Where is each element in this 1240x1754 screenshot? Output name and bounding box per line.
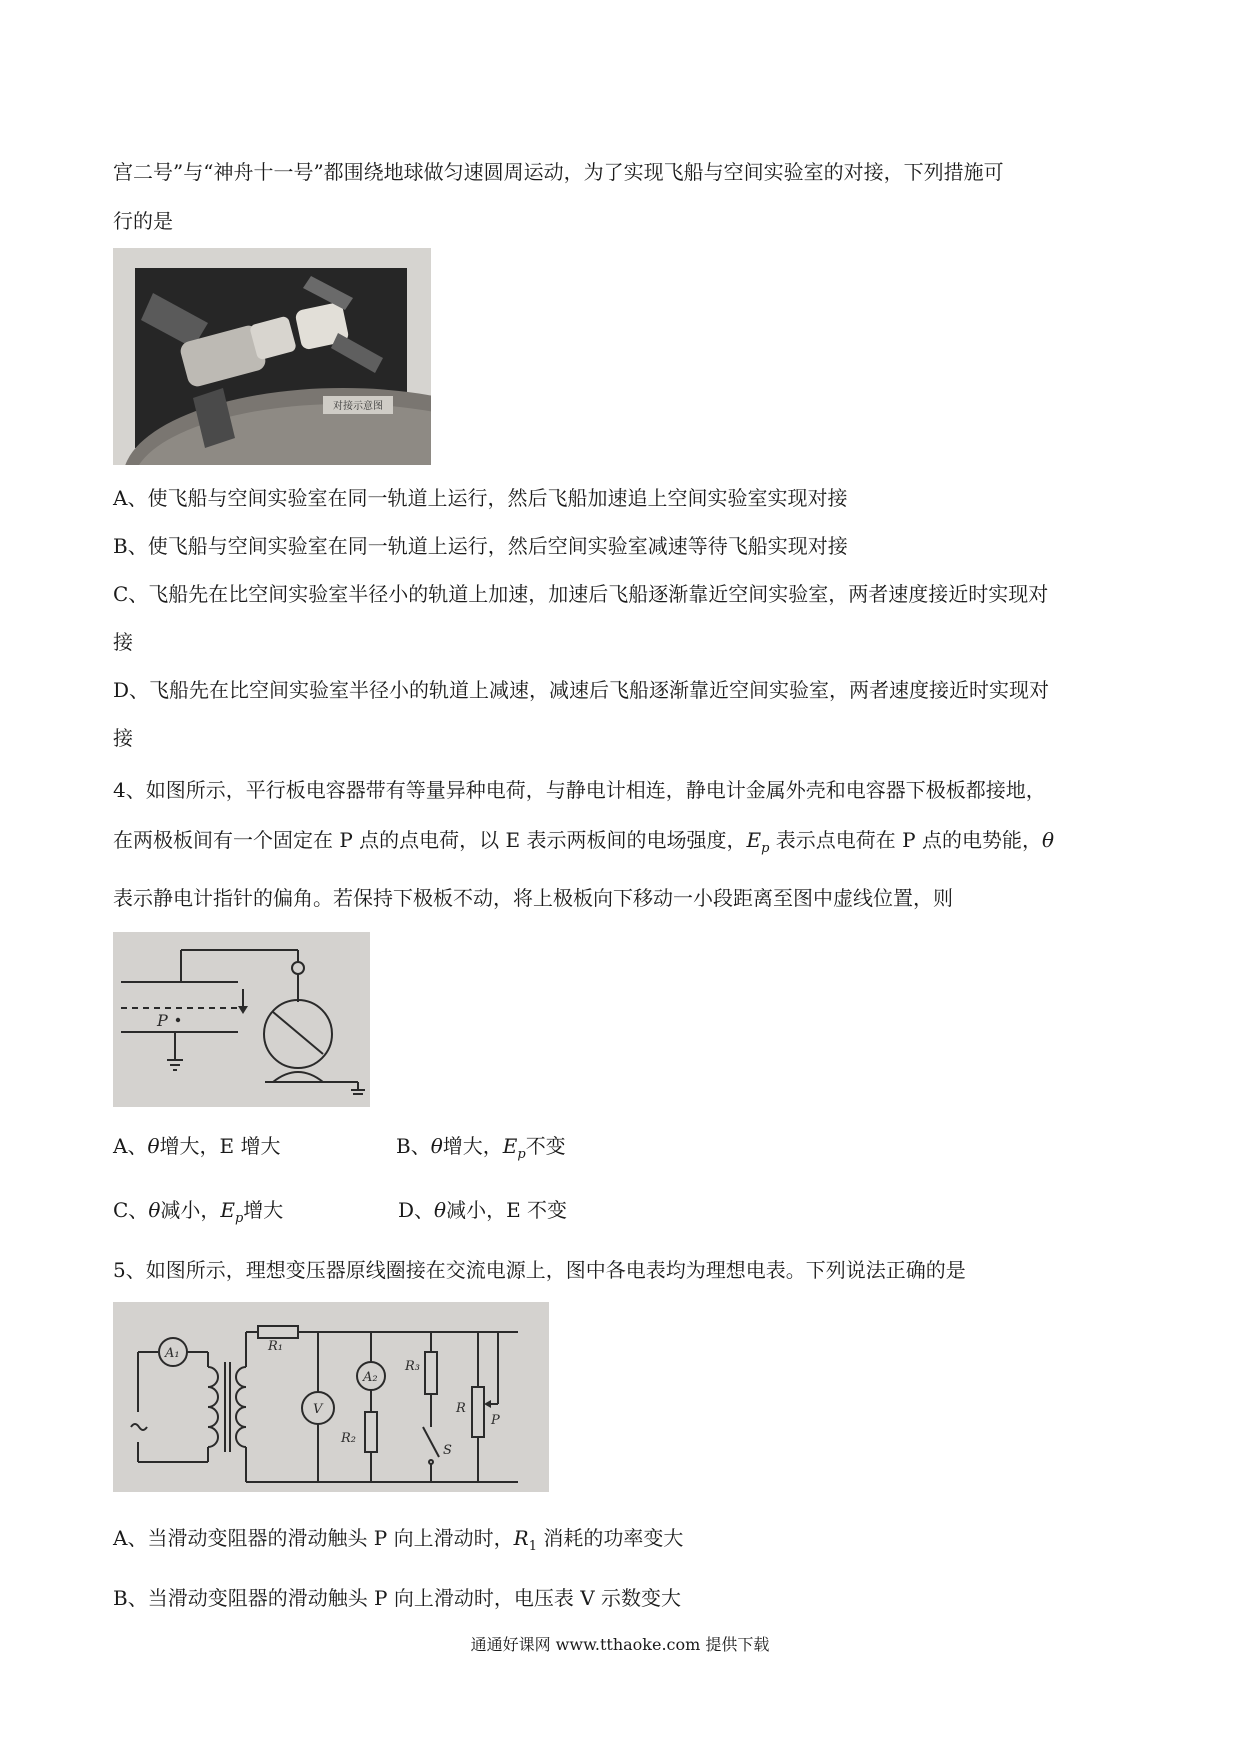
- page-footer: 通通好课网 www.tthaoke.com 提供下载: [470, 1635, 770, 1654]
- q5-option-a: A、当滑动变阻器的滑动触头 P 向上滑动时，$R_1$ 消耗的功率变大: [113, 1526, 684, 1554]
- q4-option-b: B、θ增大，$E_p$不变: [396, 1134, 566, 1162]
- docking-photo-illustration: [113, 248, 431, 465]
- q4-option-d: D、θ减小，E 不变: [398, 1198, 568, 1222]
- ep-symbol-c: $E_p$: [220, 1198, 244, 1226]
- label-v: V: [313, 1402, 323, 1417]
- q3-option-b: B、使飞船与空间实验室在同一轨道上运行，然后空间实验室减速等待飞船实现对接: [113, 534, 848, 558]
- q4-option-c: C、θ减小，$E_p$增大: [113, 1198, 284, 1226]
- q4-stem-line1: 4、如图所示，平行板电容器带有等量异种电荷，与静电计相连，静电计金属外壳和电容器下极板都接地，: [113, 778, 1046, 802]
- q4-stem-line3: 表示静电计指针的偏角。若保持下极板不动，将上极板向下移动一小段距离至图中虚线位置，则: [113, 886, 953, 910]
- q3-stem-line1: 宫二号”与“神舟十一号”都围绕地球做匀速圆周运动，为了实现飞船与空间实验室的对接，下列措施可: [113, 160, 1004, 184]
- q3-option-d-line2: 接: [113, 726, 133, 750]
- q3-stem-line2: 行的是: [113, 209, 173, 233]
- q4-stem-line2-b: 表示点电荷在 P 点的电势能，: [775, 828, 1042, 852]
- point-p-label: P: [157, 1011, 168, 1030]
- r1-symbol: $R_1$: [513, 1526, 537, 1554]
- capacitor-electrometer-diagram: [113, 932, 370, 1107]
- q4-stem-line2: [113, 826, 1054, 858]
- docking-photo: [113, 248, 431, 465]
- q3-option-c-line1: C、飞船先在比空间实验室半径小的轨道上加速，加速后飞船逐渐靠近空间实验室，两者速度接近时实现对: [113, 582, 1049, 606]
- label-r: R: [456, 1401, 466, 1416]
- ep-symbol: $E_p$: [746, 828, 770, 856]
- q3-option-d-line1: D、飞船先在比空间实验室半径小的轨道上减速，减速后飞船逐渐靠近空间实验室，两者速度接近时实现对: [113, 678, 1050, 702]
- theta-symbol: θ: [1041, 828, 1055, 852]
- ep-symbol-b: $E_p$: [502, 1134, 526, 1162]
- transformer-figure: [113, 1302, 549, 1492]
- capacitor-figure: [113, 932, 370, 1107]
- label-a2: A₂: [363, 1370, 378, 1385]
- q4-option-a: A、θ增大，E 增大: [113, 1134, 281, 1158]
- q5-option-b: B、当滑动变阻器的滑动触头 P 向上滑动时，电压表 V 示数变大: [113, 1586, 682, 1610]
- label-r2: R₂: [341, 1431, 356, 1446]
- label-a1: A₁: [165, 1346, 180, 1361]
- label-r1: R₁: [268, 1339, 283, 1354]
- label-s: S: [443, 1443, 452, 1458]
- label-r3: R₃: [405, 1359, 420, 1374]
- transformer-circuit-diagram: [113, 1302, 549, 1492]
- q3-option-a: A、使飞船与空间实验室在同一轨道上运行，然后飞船加速追上空间实验室实现对接: [113, 486, 848, 510]
- q5-stem: 5、如图所示，理想变压器原线圈接在交流电源上，图中各电表均为理想电表。下列说法正确的是: [113, 1258, 966, 1282]
- q3-option-c-line2: 接: [113, 630, 133, 654]
- q4-stem-line2-a: 在两极板间有一个固定在 P 点的点电荷，以 E 表示两板间的电场强度，: [113, 828, 747, 852]
- label-p: P: [491, 1413, 500, 1428]
- docking-caption: 对接示意图: [333, 401, 383, 412]
